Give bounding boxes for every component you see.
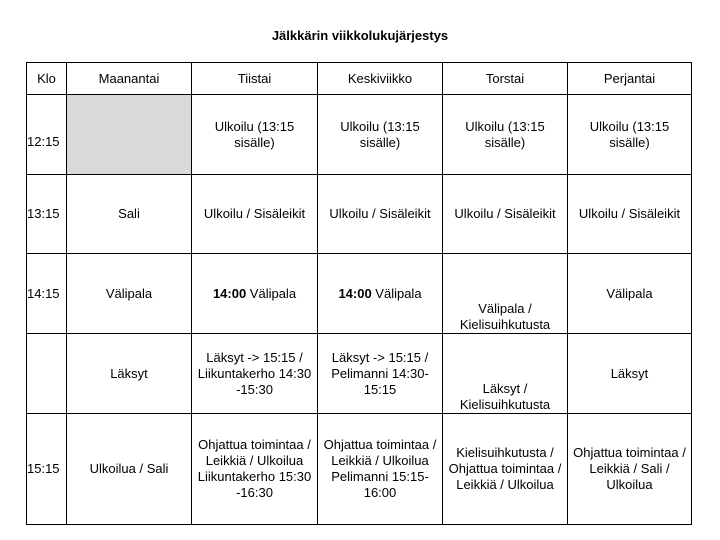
header-keskiviikko: Keskiviikko bbox=[318, 63, 443, 95]
schedule-cell-mon bbox=[67, 95, 192, 175]
schedule-cell-fri: Ulkoilu / Sisäleikit bbox=[568, 175, 692, 254]
table-row bbox=[27, 334, 692, 414]
schedule-cell-fri: Ulkoilu (13:15 sisälle) bbox=[568, 95, 692, 175]
schedule-cell-fri: Läksyt bbox=[568, 334, 692, 414]
table-row bbox=[27, 414, 692, 525]
schedule-cell-thu: Välipala / Kielisuihkutusta bbox=[443, 254, 568, 334]
schedule-cell-tue: Ulkoilu / Sisäleikit bbox=[192, 175, 318, 254]
time-cell: 15:15 bbox=[27, 414, 67, 525]
time-cell: 14:15 bbox=[27, 254, 67, 334]
time-cell: 12:15 bbox=[27, 95, 67, 175]
schedule-cell-thu: Kielisuihkutusta / Ohjattua toimintaa / Leikkiä / Ulkoilua bbox=[443, 414, 568, 525]
schedule-cell-mon: Ulkoilua / Sali bbox=[67, 414, 192, 525]
table-row bbox=[27, 175, 692, 254]
schedule-table bbox=[26, 62, 692, 525]
table-row bbox=[27, 254, 692, 334]
schedule-cell-tue: Ohjattua toimintaa / Leikkiä / Ulkoilua Liikuntakerho 15:30 -16:30 bbox=[192, 414, 318, 525]
header-torstai: Torstai bbox=[443, 63, 568, 95]
time-cell: 13:15 bbox=[27, 175, 67, 254]
header-maanantai: Maanantai bbox=[67, 63, 192, 95]
table-row bbox=[27, 95, 692, 175]
schedule-cell-wed: 14:00 Välipala bbox=[318, 254, 443, 334]
schedule-cell-thu: Läksyt / Kielisuihkutusta bbox=[443, 334, 568, 414]
schedule-cell-mon: Läksyt bbox=[67, 334, 192, 414]
page-title: Jälkkärin viikkolukujärjestys bbox=[271, 28, 449, 43]
time-cell bbox=[27, 334, 67, 414]
schedule-cell-thu: Ulkoilu (13:15 sisälle) bbox=[443, 95, 568, 175]
schedule-cell-mon: Sali bbox=[67, 175, 192, 254]
schedule-cell-tue: Läksyt -> 15:15 / Liikuntakerho 14:30 -15:30 bbox=[192, 334, 318, 414]
schedule-cell-wed: Ulkoilu (13:15 sisälle) bbox=[318, 95, 443, 175]
schedule-cell-fri: Välipala bbox=[568, 254, 692, 334]
header-row bbox=[27, 63, 692, 95]
schedule-cell-tue: 14:00 Välipala bbox=[192, 254, 318, 334]
header-klo: Klo bbox=[27, 63, 67, 95]
schedule-cell-mon: Välipala bbox=[67, 254, 192, 334]
header-perjantai: Perjantai bbox=[568, 63, 692, 95]
schedule-cell-wed: Ohjattua toimintaa / Leikkiä / Ulkoilua Pelimanni 15:15- 16:00 bbox=[318, 414, 443, 525]
schedule-cell-wed: Ulkoilu / Sisäleikit bbox=[318, 175, 443, 254]
schedule-cell-tue: Ulkoilu (13:15 sisälle) bbox=[192, 95, 318, 175]
schedule-cell-thu: Ulkoilu / Sisäleikit bbox=[443, 175, 568, 254]
schedule-cell-fri: Ohjattua toimintaa / Leikkiä / Sali / Ulkoilua bbox=[568, 414, 692, 525]
header-tiistai: Tiistai bbox=[192, 63, 318, 95]
schedule-cell-wed: Läksyt -> 15:15 / Pelimanni 14:30- 15:15 bbox=[318, 334, 443, 414]
